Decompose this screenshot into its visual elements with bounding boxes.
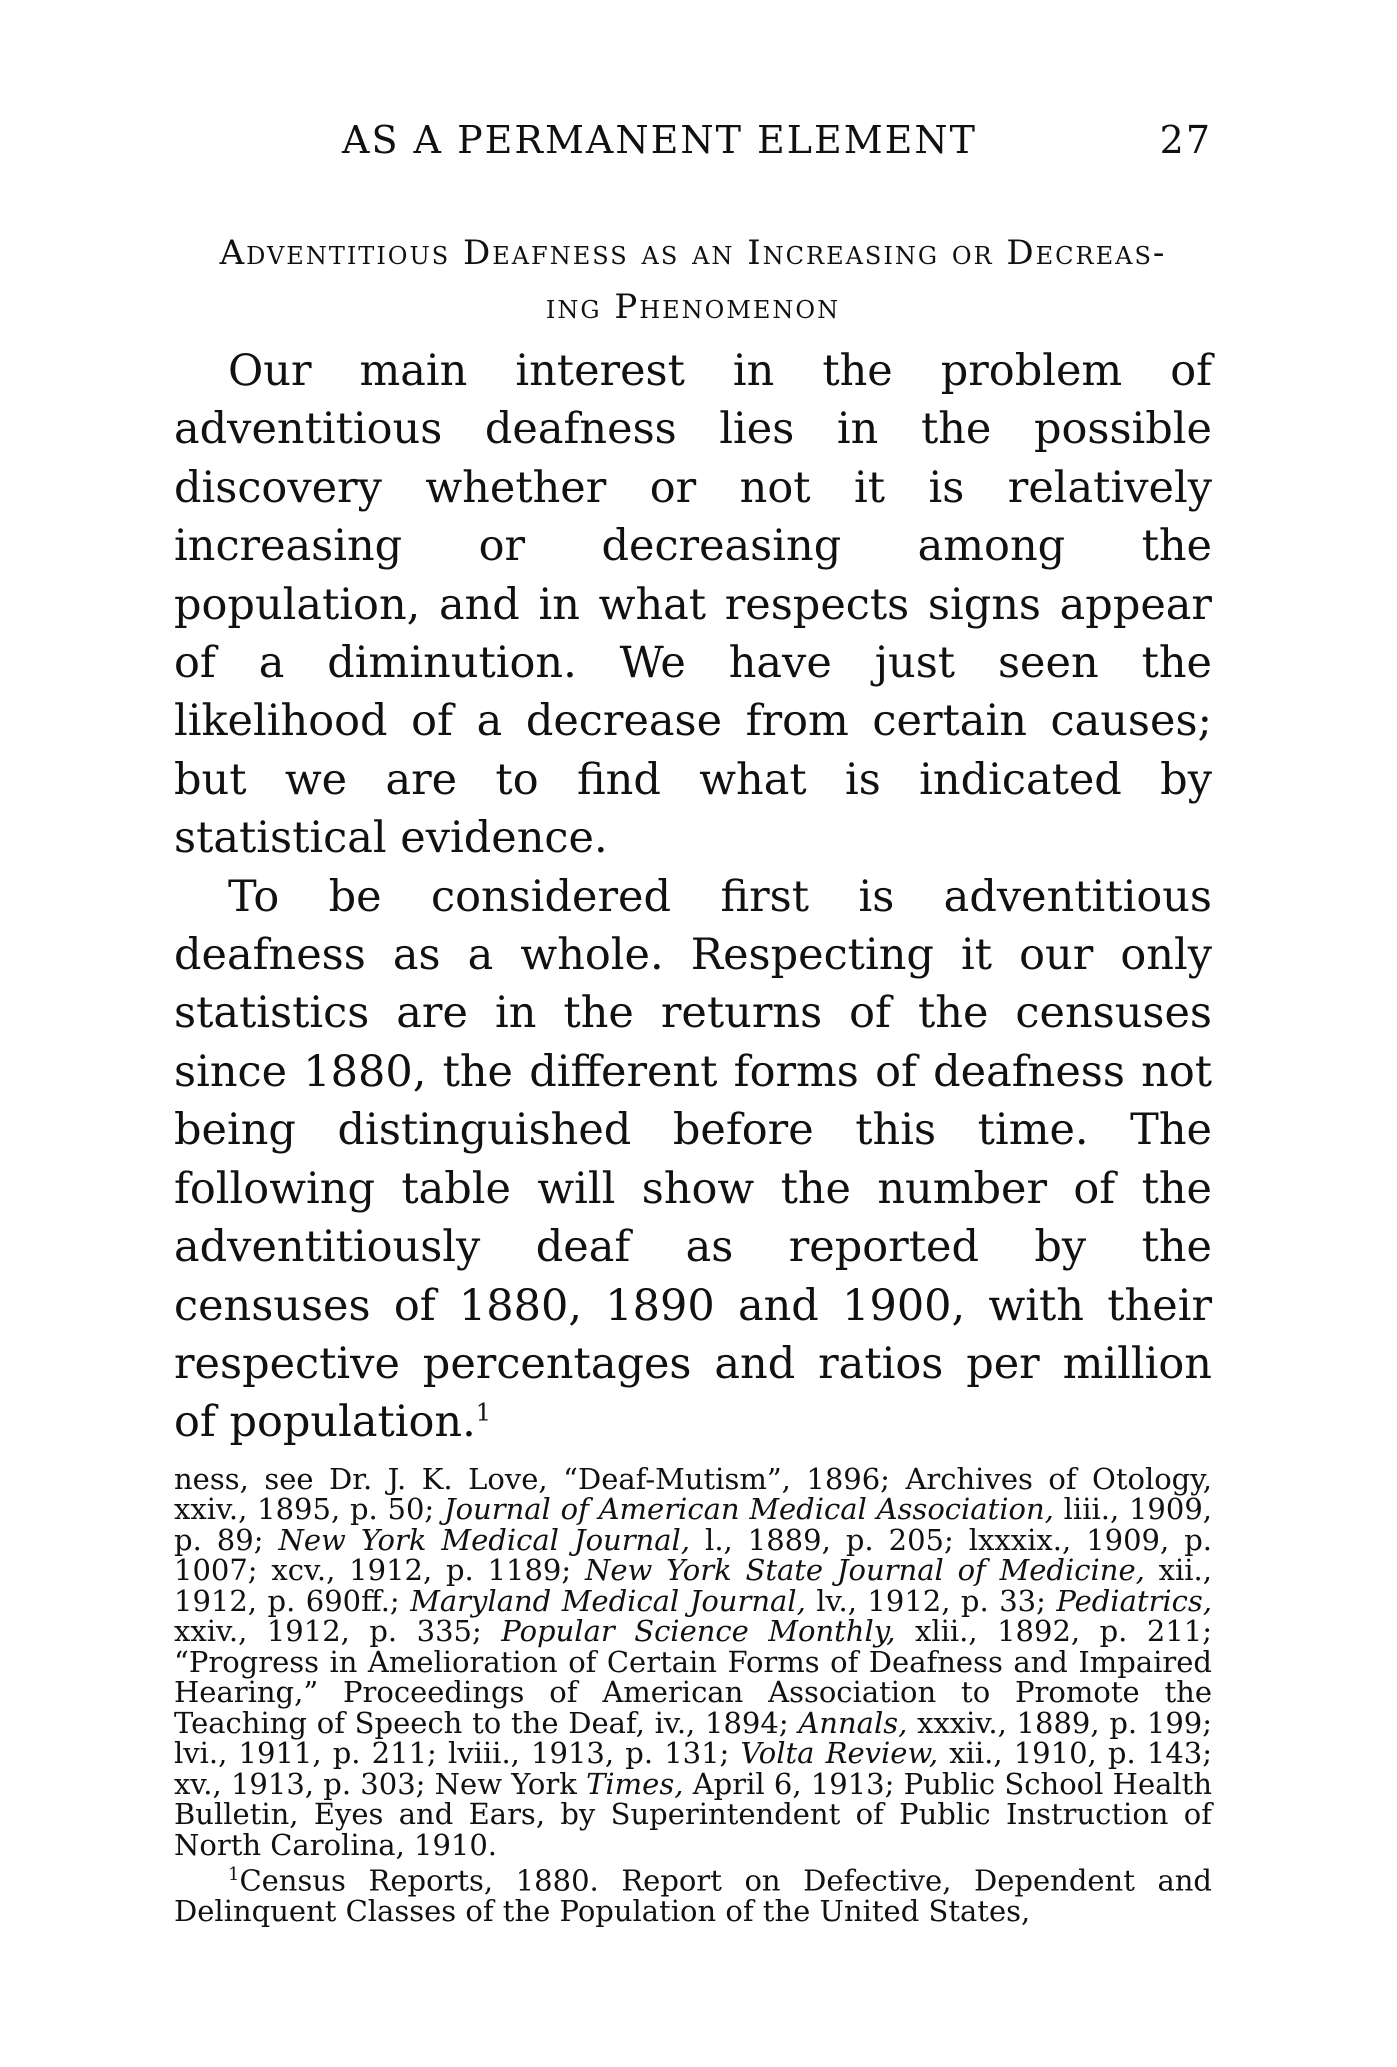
footnote-1-text: Census Reports, 1880. Report on Defective, Dependent and Delinquent Classes of the Population of the United States, [174, 1863, 1212, 1929]
footnotes [174, 1461, 1213, 1929]
running-title: AS A PERMANENT ELEMENT [342, 118, 977, 162]
footnote-1 [174, 1860, 1212, 1927]
running-head [174, 118, 1212, 178]
footnote-segment: l., 1889, p. 205; lxxxix., 1909, p. 1007; xcv., 1912, p. 1189; [174, 1522, 1213, 1588]
section-heading-line2: ing Phenomenon [545, 287, 841, 327]
footnote-segment: xii., 1912, p. 690ff.; [174, 1553, 1212, 1618]
footnote-marker: 1 [228, 1864, 240, 1886]
footnote-citation-title: New York State Journal of Medicine, [584, 1553, 1145, 1588]
footnote-segment: April 6, 1913; Public School Health Bulletin, Eyes and Ears, by Superintendent of Public Instruction of North Carolina, 1910. [174, 1766, 1213, 1862]
footnote-continuation [174, 1461, 1213, 1862]
footnote-citation-title: Times, [586, 1766, 684, 1801]
footnote-segment: lv., 1912, p. 33; [805, 1583, 1057, 1618]
footnote-citation-title: Journal of American Medical Association, [443, 1492, 1054, 1527]
paragraph-2-text: To be considered first is adventitious deafness as a whole. Respecting it our only statistics are in the returns of the censuses since 1880, the different forms of deafness not being distinguished before this time. The following table will show the number of the adventitiously deaf as reported by the censuses of 1880, 1890 and 1900, with their respective percentages and ratios per million of population. [174, 871, 1212, 1448]
footnote-segment: ness, see Dr. J. K. Love, “Deaf-Mutism”, 1896; Archives of Otology, xxiv., 1895, p. 50; [174, 1461, 1212, 1527]
footnote-segment: xlii., 1892, p. 211; “Progress in Amelioration of Certain Forms of Deafness and Impaired Hearing,” Proceedings of American Association to Promote the Teaching of Speech to the Deaf, iv., 1894; [174, 1614, 1213, 1740]
footnote-citation-title: Popular Science Monthly, [501, 1614, 896, 1649]
footnote-segment: liii., 1909, p. 89; [174, 1492, 1212, 1557]
body-text [174, 342, 1212, 1452]
footnote-segment: xii., 1910, p. 143; xv., 1913, p. 303; New York [174, 1736, 1212, 1801]
page-number: 27 [1159, 118, 1212, 162]
footnote-segment: xxiv., 1912, p. 335; [174, 1614, 502, 1649]
footnote-citation-title: Maryland Medical Journal, [410, 1583, 806, 1618]
footnote-segment: xxxiv., 1889, p. 199; lvi., 1911, p. 211; lviii., 1913, p. 131; [174, 1705, 1212, 1771]
footnote-citation-title: New York Medical Journal, [278, 1522, 691, 1557]
paragraph-2 [174, 868, 1212, 1452]
footnote-citation-title: Volta Review, [740, 1736, 939, 1771]
section-heading [174, 226, 1212, 334]
footnote-citation-title: Pediatrics, [1056, 1583, 1213, 1618]
section-heading-line1: Adventitious Deafness as an Increasing or Decreas- [219, 233, 1167, 273]
footnote-reference: 1 [475, 1398, 492, 1427]
footnote-citation-title: Annals, [798, 1705, 908, 1740]
page-content [174, 118, 1212, 1927]
paragraph-1: Our main interest in the problem of adventitious deafness lies in the possible discovery whether or not it is relatively increasing or decreasing among the population, and in what respects signs appear of a diminution. We have just seen the likelihood of a decrease from certain causes; but we are to find what is indicated by statistical evidence. [174, 346, 1212, 864]
